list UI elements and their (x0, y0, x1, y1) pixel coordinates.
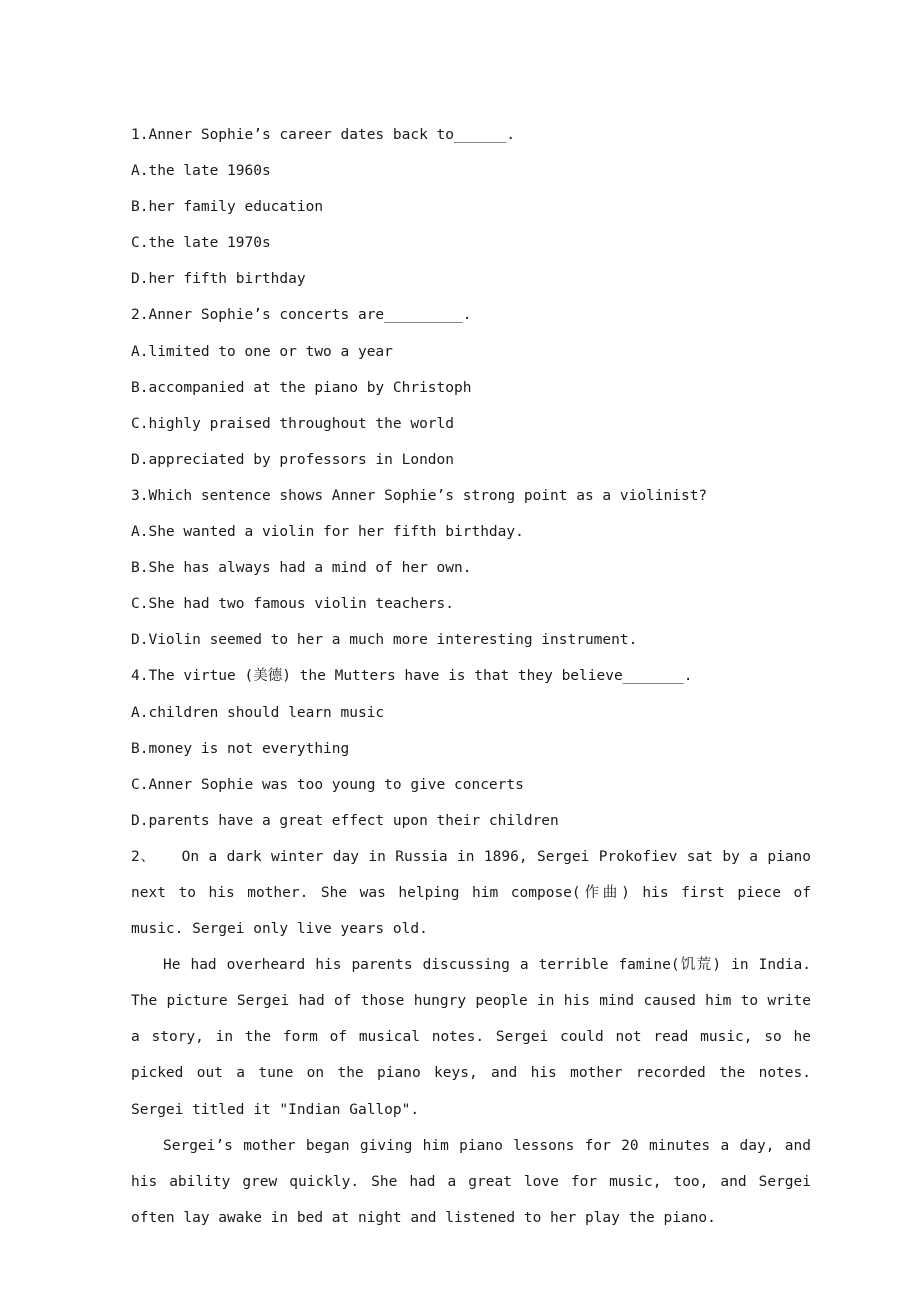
passage-number: 2、 (131, 848, 156, 865)
option-d: D.Violin seemed to her a much more interesting instrument. (131, 632, 638, 649)
question-4 (131, 658, 811, 838)
option-b: B.accompanied at the piano by Christoph (131, 379, 472, 396)
question-stem: 1.Anner Sophie’s career dates back to______. (131, 127, 516, 143)
question-3 (131, 478, 811, 658)
option-b: B.money is not everything (131, 740, 350, 757)
question-stem: 4.The virtue (美德) the Mutters have is that they believe_______. (131, 668, 693, 685)
option-d: D.appreciated by professors in London (131, 451, 455, 468)
paragraph-text: On a dark winter day in Russia in 1896, Sergei Prokofiev sat by a piano next to his mother. She was helping him compose(作曲) his first piece of music. Sergei only live years old. (131, 848, 812, 938)
option-a: A.the late 1960s (131, 163, 271, 180)
question-2 (131, 297, 811, 477)
option-b: B.her family education (131, 199, 324, 216)
question-1 (131, 117, 811, 297)
passage-paragraph-1 (131, 839, 811, 947)
option-a: A.She wanted a violin for her fifth birthday. (131, 524, 524, 541)
question-stem: 3.Which sentence shows Anner Sophie’s strong point as a violinist? (131, 487, 708, 504)
option-c: C.Anner Sophie was too young to give concerts (131, 776, 524, 793)
option-b: B.She has always had a mind of her own. (131, 560, 472, 577)
option-c: C.the late 1970s (131, 235, 271, 252)
option-a: A.limited to one or two a year (131, 343, 393, 360)
document-page (131, 117, 811, 1236)
passage-paragraph-3: Sergei’s mother began giving him piano lessons for 20 minutes a day, and his ability grew quickly. She had a great love for music, too, and Sergei often lay awake in bed at night and listened to her play the piano. (131, 1137, 811, 1226)
passage-paragraph-2: He had overheard his parents discussing a terrible famine(饥荒) in India. The picture Sergei had of those hungry people in his mind caused him to write a story, in the form of musical notes. Sergei could not read music, so he picked out a tune on the piano keys, and his mother recorded the notes. Sergei titled it "Indian Gallop". (131, 957, 811, 1118)
option-a: A.children should learn music (131, 704, 385, 721)
passage (131, 839, 811, 1236)
question-stem: 2.Anner Sophie’s concerts are_________. (131, 307, 472, 324)
option-d: D.parents have a great effect upon their children (131, 812, 559, 829)
option-d: D.her fifth birthday (131, 271, 306, 288)
option-c: C.She had two famous violin teachers. (131, 596, 455, 613)
option-c: C.highly praised throughout the world (131, 415, 455, 432)
